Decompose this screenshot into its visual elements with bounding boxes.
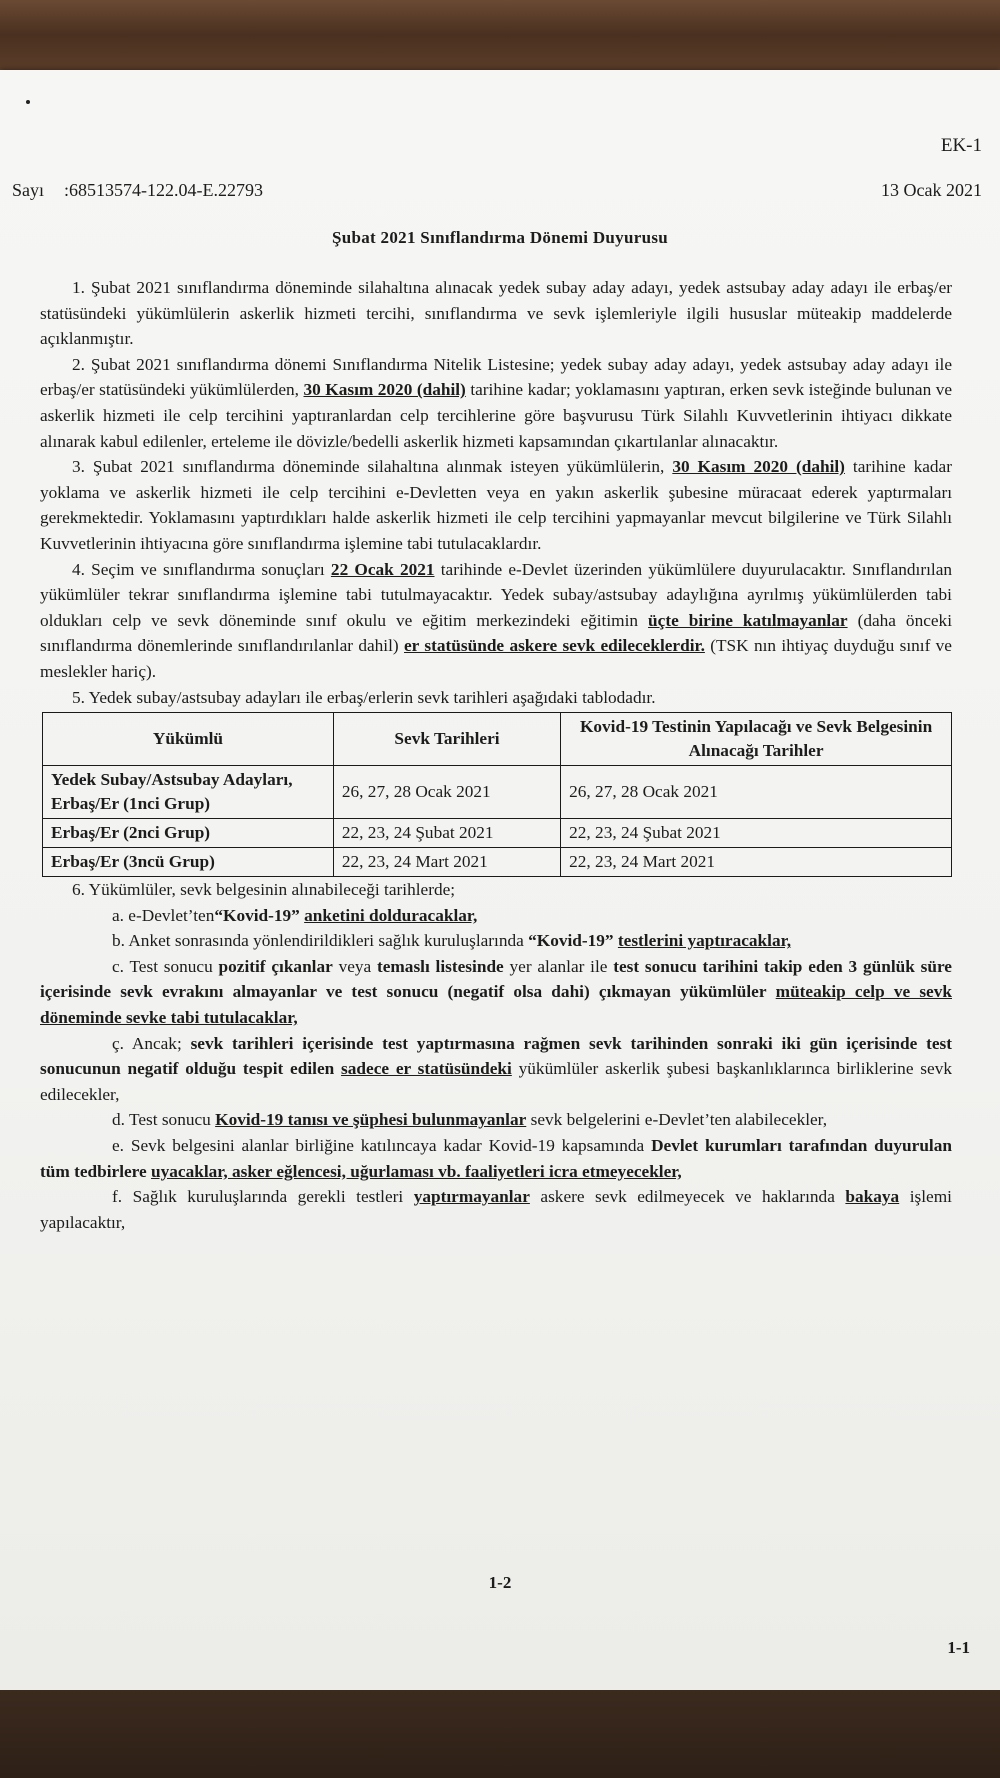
table-cell: 26, 27, 28 Ocak 2021 xyxy=(561,766,952,819)
paragraph-2 xyxy=(40,352,952,454)
item-c-emphasis: müteakip celp ve sevk döneminde sevke tabi tutulacaklar, xyxy=(40,982,952,1028)
item-d-text: d. Test sonucu xyxy=(112,1110,211,1130)
item-e-bold: Devlet kurumları tarafından duyurulan tüm tedbirlere xyxy=(40,1136,952,1181)
paragraph-3 xyxy=(40,454,952,556)
item-f-emphasis-2: bakaya xyxy=(845,1187,900,1207)
document-title: Şubat 2021 Sınıflandırma Dönemi Duyurusu xyxy=(331,228,669,247)
p4-date: 22 Ocak 2021 xyxy=(330,559,435,579)
document-page xyxy=(0,70,1000,1690)
item-b-text: b. Anket sonrasında yönlendirildikleri sağlık kuruluşlarında xyxy=(112,931,524,951)
table-cell: Yedek Subay/Astsubay Adayları, Erbaş/Er (1nci Grup) xyxy=(43,766,334,819)
reference-label: Sayı xyxy=(12,180,45,200)
p3-text: 3. Şubat 2021 sınıflandırma döneminde silahaltına alınmak isteyen yükümlülerin, xyxy=(72,457,665,477)
p4-emphasis-2: er statüsünde askere sevk edileceklerdir. xyxy=(404,636,705,656)
item-cc-text-2: yükümlüler askerlik şubesi başkanlıklarınca birliklerine sevk edilecekler, xyxy=(40,1059,952,1104)
item-c-bold-2: temaslı listesinde xyxy=(376,956,504,976)
item-b-bold: “Kovid-19” xyxy=(528,931,614,951)
item-e-text: e. Sevk belgesini alanlar birliğine katılıncaya kadar Kovid-19 kapsamında xyxy=(112,1136,645,1156)
p2-text-end: tarihine kadar; yoklamasını yaptıran, erken sevk isteğinde bulunan ve askerlik hizmeti ile celp tercihini yaptıranlardan celp tercihlerine göre başvurusu Türk Silahlı Kuvvetlerinin ihtiyacı dikkate alınarak kabul edilenler, erteleme ile dövizle/bedelli askerlik hizmeti kapsamından çıkartılanlar alınacaktır. xyxy=(40,380,953,451)
item-c-text: c. Test sonucu xyxy=(112,956,213,976)
item-f-text-2: askere sevk edilmeyecek ve haklarında xyxy=(540,1187,835,1207)
item-c xyxy=(40,954,952,1031)
table-cell: 22, 23, 24 Mart 2021 xyxy=(561,848,952,877)
item-cc-text: ç. Ancak; xyxy=(112,1033,182,1053)
table-header: Sevk Tarihleri xyxy=(333,713,560,766)
paragraph-5: 5. Yedek subay/astsubay adayları ile erbaş/erlerin sevk tarihleri aşağıdaki tablodadır. xyxy=(72,687,656,707)
p3-text-end: tarihine kadar yoklama ve askerlik hizmeti ile celp tercihini e-Devletten veya en yakın askerlik şubesine müracaat ederek yaptırmaları gerekmektedir. Yoklamasını yaptırdıkları halde askerlik hizmeti ile celp tercihini yapmayanlar mevcut bilgilerine ve Türk Silahlı Kuvvetlerinin ihtiyacına göre sınıflandırma işlemine tabi tutulacaklardır. xyxy=(40,457,952,553)
item-d-emphasis: Kovid-19 tanısı ve şüphesi bulunmayanlar xyxy=(215,1110,527,1130)
item-a xyxy=(40,903,952,929)
paragraph-6: 6. Yükümlüler, sevk belgesinin alınabileceği tarihlerde; xyxy=(72,880,456,900)
item-c-text-3: yer alanlar ile xyxy=(509,956,608,976)
document-date: 13 Ocak 2021 xyxy=(881,180,982,200)
annex-label: EK-1 xyxy=(940,135,982,156)
table-cell: 26, 27, 28 Ocak 2021 xyxy=(333,766,560,819)
item-a-bold: “Kovid-19” xyxy=(214,905,300,925)
p4-text: 4. Seçim ve sınıflandırma sonuçları xyxy=(72,559,325,579)
reference-value: :68513574-122.04-E.22793 xyxy=(64,180,263,200)
p4-text-4: (TSK nın ihtiyaç duyduğu sınıf ve meslekler hariç). xyxy=(40,636,952,681)
table-row xyxy=(43,848,952,877)
item-c-text-2: veya xyxy=(338,956,372,976)
item-c-bold-1: pozitif çıkanlar xyxy=(218,956,333,976)
item-e-emphasis: uyacaklar, asker eğlencesi, uğurlaması vb. faaliyetleri icra etmeyecekler, xyxy=(151,1161,682,1181)
ink-dot xyxy=(26,100,30,104)
table-header: Yükümlü xyxy=(43,713,334,766)
document-body xyxy=(40,275,952,1235)
p2-text: 2. Şubat 2021 sınıflandırma dönemi Sınıflandırma Nitelik Listesine; yedek subay aday adayı, yedek astsubay aday adayı ile erbaş/er statüsündeki yükümlülerden, xyxy=(40,354,952,400)
item-a-text: a. e-Devlet’ten xyxy=(112,905,215,925)
desk-surface xyxy=(0,1690,1000,1778)
item-cc-bold: sevk tarihleri içerisinde test yaptırmasına rağmen sevk tarihinden sonraki iki gün içerisinde test sonucunun negatif olduğu tespit edilen xyxy=(40,1033,952,1079)
item-b-emphasis: testlerini yaptıracaklar, xyxy=(617,931,792,951)
item-f-emphasis-1: yaptırmayanlar xyxy=(413,1187,530,1207)
table-cell: Erbaş/Er (3ncü Grup) xyxy=(43,848,334,877)
item-f-text: f. Sağlık kuruluşlarında gerekli testleri xyxy=(112,1187,404,1207)
page-number-secondary: 1-1 xyxy=(947,1638,970,1657)
table-header: Kovid-19 Testinin Yapılacağı ve Sevk Belgesinin Alınacağı Tarihler xyxy=(561,713,952,766)
p3-date: 30 Kasım 2020 (dahil) xyxy=(672,457,845,477)
paragraph-1: 1. Şubat 2021 sınıflandırma döneminde silahaltına alınacak yedek subay aday adayı, yedek astsubay aday adayı ile erbaş/er statüsündeki yükümlülerin askerlik hizmeti tercihi, sınıflandırma ve sevk işlemleriyle ilgili hususlar müteakip maddelerde açıklanmıştır. xyxy=(40,278,952,349)
dispatch-table xyxy=(42,712,952,877)
item-f-text-3: işlemi yapılacaktır, xyxy=(40,1187,952,1232)
item-d xyxy=(40,1107,952,1133)
page-number: 1-2 xyxy=(488,1573,512,1592)
table-cell: 22, 23, 24 Şubat 2021 xyxy=(561,819,952,848)
item-e xyxy=(40,1133,952,1184)
document-meta xyxy=(12,180,982,201)
p2-date: 30 Kasım 2020 (dahil) xyxy=(303,380,466,400)
table-cell: 22, 23, 24 Mart 2021 xyxy=(333,848,560,877)
reference-number xyxy=(12,180,263,201)
table-row xyxy=(43,766,952,819)
item-a-emphasis: anketini dolduracaklar, xyxy=(304,905,478,925)
table-row xyxy=(43,819,952,848)
item-cc-emphasis: sadece er statüsündeki xyxy=(341,1059,512,1079)
p4-text-3: (daha önceki sınıflandırma dönemlerinde sınıflandırılanlar dahil) xyxy=(40,610,952,656)
p4-text-2: tarihinde e-Devlet üzerinden yükümlülere duyurulacaktır. Sınıflandırılan yükümlüler tekrar sınıflandırma işlemine tabi tutulmayacaktır. Yedek subay/astsubay adaylığına ayrılmış yükümlülerden tabi oldukları celp ve sevk döneminde sınıf okulu ve eğitim merkezindeki eğitimin xyxy=(40,559,953,630)
p4-emphasis-1: üçte birine katılmayanlar xyxy=(648,610,848,630)
table-header-row xyxy=(43,713,952,766)
item-cc xyxy=(40,1031,952,1108)
item-c-bold-3: test sonucu tarihini takip eden 3 günlük süre içerisinde sevk evrakını almayanlar ve test sonucu (negatif olsa dahi) çıkmayan yükümlüler xyxy=(40,956,952,1002)
table-cell: Erbaş/Er (2nci Grup) xyxy=(43,819,334,848)
table-cell: 22, 23, 24 Şubat 2021 xyxy=(333,819,560,848)
paragraph-4 xyxy=(40,557,952,685)
item-b xyxy=(40,928,952,954)
item-f xyxy=(40,1184,952,1235)
item-list xyxy=(40,903,952,1236)
item-d-text-2: sevk belgelerini e-Devlet’ten alabilecekler, xyxy=(530,1110,828,1130)
